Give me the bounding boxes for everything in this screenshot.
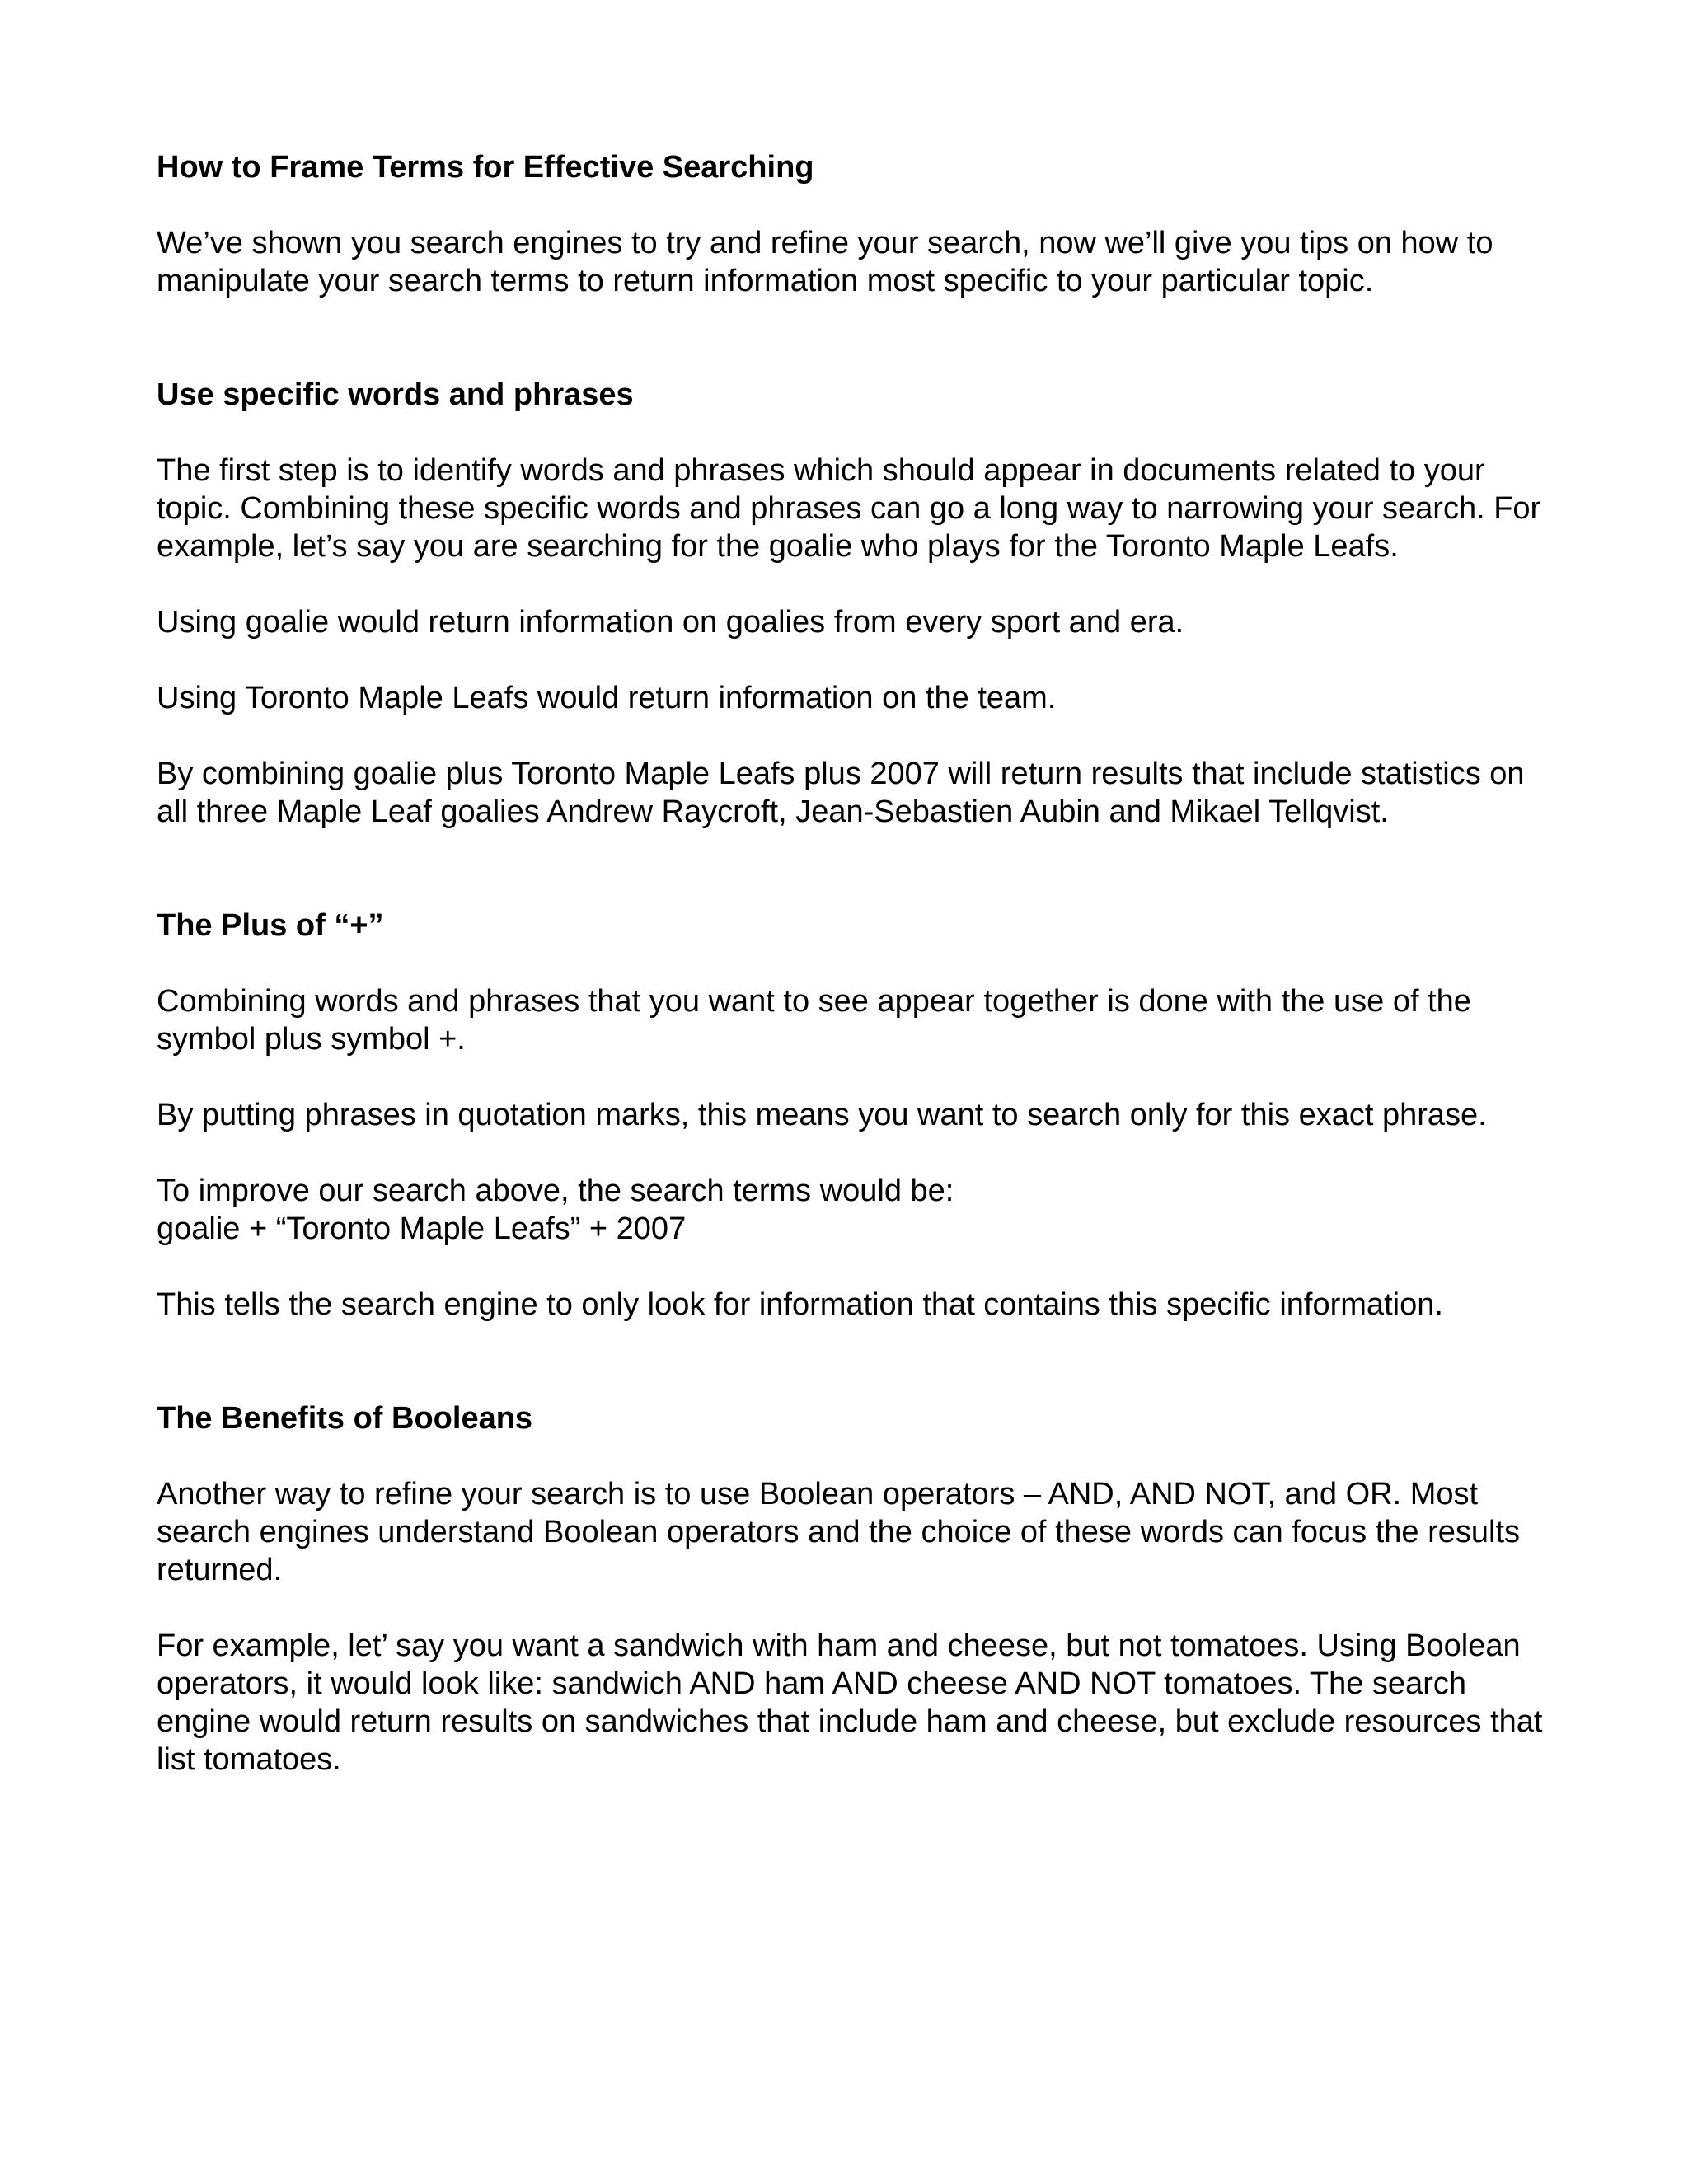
section-spacer: [157, 1361, 1558, 1399]
paragraph: Another way to refine your search is to use Boolean operators – AND, AND NOT, and OR. Most search engines understand Boolean operators and the choice of these words can focus the results returned.: [157, 1477, 1521, 1587]
section-heading: The Benefits of Booleans: [157, 1401, 533, 1436]
paragraph: By putting phrases in quotation marks, this means you want to search only for this exact phrase.: [157, 1098, 1487, 1132]
section-plus: [157, 907, 1558, 1324]
section-effective-searching: [157, 148, 1558, 300]
section-specific-words: [157, 376, 1558, 831]
search-example: goalie + “Toronto Maple Leafs” + 2007: [157, 1212, 687, 1246]
document-page: [157, 148, 1558, 1816]
section-spacer: [157, 338, 1558, 376]
paragraph: Combining words and phrases that you want to see appear together is done with the use of the symbol plus symbol +.: [157, 984, 1471, 1057]
paragraph: The first step is to identify words and phrases which should appear in documents related to your topic. Combining these specific words and phrases can go a long way to narrowing your search. For example, let’s say you are searching for the goalie who plays for the Toronto Maple Leafs.: [157, 453, 1541, 564]
section-booleans: [157, 1399, 1558, 1779]
section-spacer: [157, 869, 1558, 907]
paragraph: This tells the search engine to only look for information that contains this specific information.: [157, 1287, 1443, 1322]
paragraph: Using goalie would return information on goalies from every sport and era.: [157, 605, 1184, 640]
paragraph: Using Toronto Maple Leafs would return information on the team.: [157, 681, 1057, 715]
paragraph: For example, let’ say you want a sandwich with ham and cheese, but not tomatoes. Using Boolean operators, it would look like: sandwich AND ham AND cheese AND NOT tomatoes. The search engine would return results on sandwiches that include ham and cheese, but exclude resources that list tomatoes.: [157, 1629, 1543, 1777]
section-heading: Use specific words and phrases: [157, 377, 634, 412]
section-heading: The Plus of “+”: [157, 908, 384, 943]
paragraph: We’ve shown you search engines to try and refine your search, now we’ll give you tips on how to manipulate your search terms to return information most specific to your particular topic.: [157, 226, 1493, 298]
paragraph: By combining goalie plus Toronto Maple Leafs plus 2007 will return results that include statistics on all three Maple Leaf goalies Andrew Raycroft, Jean-Sebastien Aubin and Mikael Tellqvist.: [157, 757, 1525, 829]
section-heading: How to Frame Terms for Effective Searching: [157, 150, 814, 185]
paragraph: To improve our search above, the search terms would be:: [157, 1174, 954, 1208]
